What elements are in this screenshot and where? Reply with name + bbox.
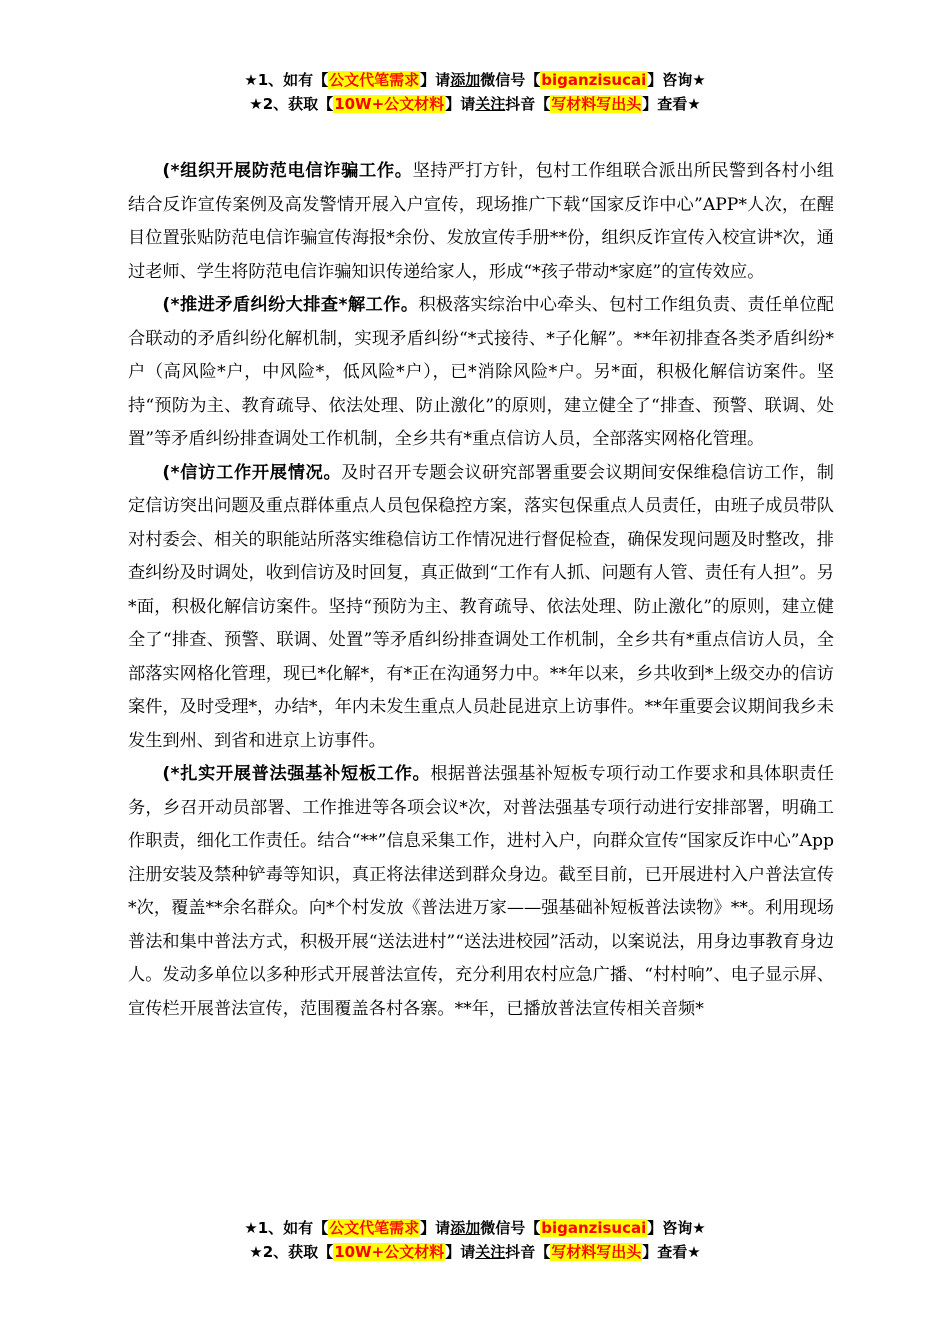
paragraph-heading: (*扎实开展普法强基补短板工作。 (162, 764, 431, 784)
banner-underlined: 添加 (450, 71, 481, 89)
banner-underlined: 关注 (475, 95, 506, 113)
banner-text: 】请 (420, 1219, 451, 1237)
paragraph-heading: (*组织开展防范电信诈骗工作。 (162, 161, 413, 181)
banner-text: 】咨询★ (647, 1219, 706, 1237)
banner-line-2 (0, 92, 950, 116)
banner-highlight: 写材料写出头 (551, 1243, 642, 1261)
banner-text: 】查看★ (642, 1243, 701, 1261)
banner-highlight: 10W+公文材料 (334, 1243, 445, 1261)
paragraph-text: 坚持严打方针，包村工作组联合派出所民警到各村小组结合反诈宣传案例及高发警情开展入户宣传，现场推广下载“国家反诈中心”APP*人次，在醒目位置张贴防范电信诈骗宣传海报*余份、发放宣传手册**份，组织反诈宣传入校宣讲*次，通过老师、学生将防范电信诈骗知识传递给家人，形成“*孩子带动*家庭”的宣传效应。 (128, 161, 834, 282)
banner-text: 】请 (420, 71, 451, 89)
paragraph-text: 根据普法强基补短板专项行动工作要求和具体职责任务，乡召开动员部署、工作推进等各项会议*次，对普法强基专项行动进行安排部署，明确工作职责，细化工作责任。结合“**”信息采集工作，进村入户，向群众宣传“国家反诈中心”App注册安装及禁种铲毒等知识，真正将法律送到群众身边。截至目前，已开展进村入户普法宣传*次，覆盖**余名群众。向*个村发放《普法进万家——强基础补短板普法读物》**。利用现场普法和集中普法方式，积极开展“送法进村”“送法进校园”活动，以案说法，用身边事教育身边人。发动多单位以多种形式开展普法宣传，充分利用农村应急广播、“村村响”、电子显示屏、宣传栏开展普法宣传，范围覆盖各村各寨。**年，已播放普法宣传相关音频* (128, 764, 834, 1019)
banner-text: 微信号【 (480, 71, 541, 89)
banner-highlight: biganzisucai (541, 1219, 647, 1237)
paragraph-legal-education (128, 758, 834, 1026)
paragraph-text: 积极落实综治中心牵头、包村工作组负责、责任单位配合联动的矛盾纠纷化解机制，实现矛盾纠纷“*式接待、*子化解”。**年初排查各类矛盾纠纷*户（高风险*户，中风险*，低风险*户），已*消除风险*户。另*面，积极化解信访案件。坚持“预防为主、教育疏导、依法处理、防止激化”的原则，建立健全了“排查、预警、联调、处置”等矛盾纠纷排查调处工作机制，全乡共有*重点信访人员，全部落实网格化管理。 (128, 295, 834, 449)
banner-highlight: 10W+公文材料 (334, 95, 445, 113)
banner-text: ★2、获取【 (249, 1243, 334, 1261)
paragraph-petition-work (128, 457, 834, 759)
document-body (128, 155, 834, 1026)
banner-text: 】咨询★ (647, 71, 706, 89)
paragraph-text: 及时召开专题会议研究部署重要会议期间安保维稳信访工作，制定信访突出问题及重点群体重点人员包保稳控方案，落实包保重点人员责任，由班子成员带队对村委会、相关的职能站所落实维稳信访工作情况进行督促检查，确保发现问题及时整改，排查纠纷及时调处，收到信访及时回复，真正做到“工作有人抓、问题有人管、责任有人担”。另*面，积极化解信访案件。坚持“预防为主、教育疏导、依法处理、防止激化”的原则，建立健全了“排查、预警、联调、处置”等矛盾纠纷排查调处工作机制，全乡共有*重点信访人员，全部落实网格化管理，现已*化解*，有*正在沟通努力中。**年以来，乡共收到*上级交办的信访案件，及时受理*，办结*，年内未发生重点人员赴昆进京上访事件。**年重要会议期间我乡未发生到州、到省和进京上访事件。 (128, 462, 834, 751)
banner-underlined: 关注 (475, 1243, 506, 1261)
paragraph-heading: (*信访工作开展情况。 (162, 462, 342, 483)
paragraph-heading: (*推进矛盾纠纷大排查*解工作。 (162, 295, 419, 315)
banner-text: 】请 (445, 1243, 476, 1261)
banner-line-1 (0, 1216, 950, 1240)
banner-text: 微信号【 (480, 1219, 541, 1237)
banner-highlight: 写材料写出头 (551, 95, 642, 113)
banner-line-2 (0, 1240, 950, 1264)
banner-text: 】查看★ (642, 95, 701, 113)
banner-highlight: 公文代笔需求 (329, 71, 420, 89)
banner-text: 】请 (445, 95, 476, 113)
banner-highlight: 公文代笔需求 (329, 1219, 420, 1237)
banner-text: ★1、如有【 (244, 71, 329, 89)
banner-text: ★1、如有【 (244, 1219, 329, 1237)
paragraph-dispute-resolution (128, 289, 834, 457)
banner-highlight: biganzisucai (541, 71, 647, 89)
banner-line-1 (0, 68, 950, 92)
paragraph-anti-fraud (128, 155, 834, 289)
footer-banner (0, 1216, 950, 1264)
header-banner (0, 68, 950, 116)
banner-text: ★2、获取【 (249, 95, 334, 113)
banner-text: 抖音【 (505, 1243, 551, 1261)
banner-underlined: 添加 (450, 1219, 481, 1237)
banner-text: 抖音【 (505, 95, 551, 113)
